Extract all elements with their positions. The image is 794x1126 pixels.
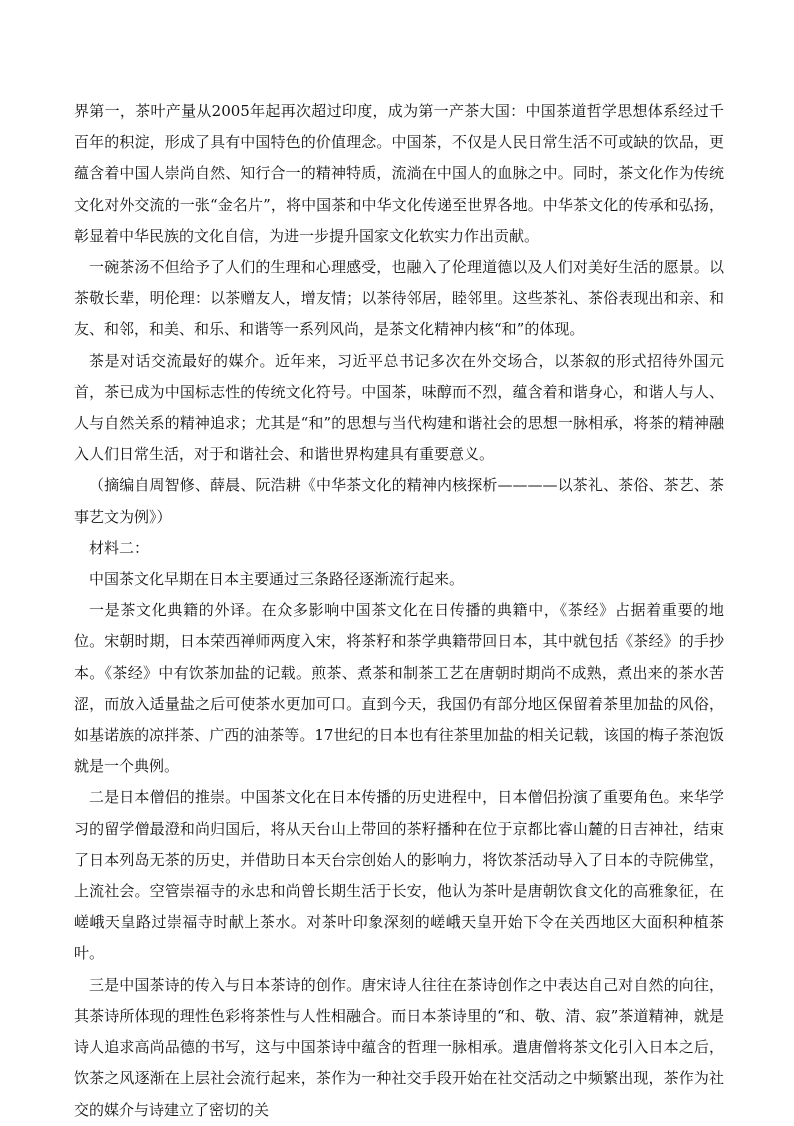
paragraph-three-paths-intro: 中国茶文化早期在日本主要通过三条路径逐渐流行起来。: [89, 570, 465, 589]
material-two-heading: 材料二：: [89, 538, 150, 557]
paragraph-path-two-monks: 二是日本僧侣的推崇。中国茶文化在日本传播的历史进程中，日本僧侣扮演了重要角色。来华学习的留学僧最澄和尚归国后，将从天台山上带回的茶籽播种在位于京都比睿山麓的日吉神社，结束了日本列岛无茶的历史，并借助日本天台宗创始人的影响力，将饮茶活动导入了日本的寺院佛堂，上流社会。空管崇福寺的永忠和尚曾长期生活于长安，他认为茶叶是唐朝饮食文化的高雅象征，在嵯峨天皇路过崇福寺时献上茶水。对茶叶印象深刻的嵯峨天皇开始下令在关西地区大面积种植茶叶。: [74, 788, 724, 963]
paragraph-tea-diplomacy: 茶是对话交流最好的媒介。近年来，习近平总书记多次在外交场合，以茶叙的形式招待外国元首，茶已成为中国标志性的传统文化符号。中国茶，味醇而不烈，蕴含着和谐身心，和谐人与人、人与自然关系的精神追求；尤其是“和”的思想与当代构建和谐社会的思想一脉相承，将茶的精神融入人们日常生活，对于和谐社会、和谐世界构建具有重要意义。: [74, 351, 724, 464]
paragraph-path-one-classics: 一是茶文化典籍的外译。在众多影响中国茶文化在日传播的典籍中，《茶经》占据着重要的地位。宋朝时期，日本荣西禅师两度入宋，将茶籽和茶学典籍带回日本，其中就包括《茶经》的手抄本。《茶经》中有饮茶加盐的记载。煎茶、煮茶和制茶工艺在唐朝时期尚不成熟，煮出来的茶水苦涩，而放入适量盐之后可使茶水更加可口。直到今天，我国仍有部分地区保留着茶里加盐的风俗，如基诺族的凉拌茶、广西的油茶等。17世纪的日本也有往茶里加盐的相关记载，该国的梅子茶泡饭就是一个典例。: [74, 601, 724, 776]
paragraph-continued-intro: 界第一，茶叶产量从2005年起再次超过印度，成为第一产茶大国：中国茶道哲学思想体系经过千百年的积淀，形成了具有中国特色的价值理念。中国茶，不仅是人民日常生活不可或缺的饮品，更蕴含着中国人崇尚自然、知行合一的精神特质，流淌在中国人的血脉之中。同时，茶文化作为传统文化对外交流的一张“金名片”，将中国茶和中华文化传递至世界各地。中华茶文化的传承和弘扬，彰显着中华民族的文化自信，为进一步提升国家文化软实力作出贡献。: [74, 102, 724, 245]
document-body: [74, 96, 724, 1126]
paragraph-source-citation: （摘编自周智修、薛晨、阮浩耕《中华茶文化的精神内核探析————以茶礼、茶俗、茶艺、茶事艺文为例》）: [74, 476, 724, 526]
paragraph-path-three-poetry: 三是中国茶诗的传入与日本茶诗的创作。唐宋诗人往往在茶诗创作之中表达自己对自然的向往，其茶诗所体现的理性色彩将茶性与人性相融合。而日本茶诗里的“和、敬、清、寂”茶道精神，就是诗人追求高尚品德的书写，这与中国茶诗中蕴含的哲理一脉相承。遣唐僧将茶文化引入日本之后，饮茶之风逐渐在上层社会流行起来，茶作为一种社交手段开始在社交活动之中频繁出现，茶作为社交的媒介与诗建立了密切的关: [74, 975, 724, 1119]
paragraph-tea-ethics: 一碗茶汤不但给予了人们的生理和心理感受，也融入了伦理道德以及人们对美好生活的愿景。以茶敬长辈，明伦理：以茶赠友人，增友情；以茶待邻居，睦邻里。这些茶礼、茶俗表现出和亲、和友、和邻，和美、和乐、和谐等一系列风尚，是茶文化精神内核“和”的体现。: [74, 258, 724, 339]
